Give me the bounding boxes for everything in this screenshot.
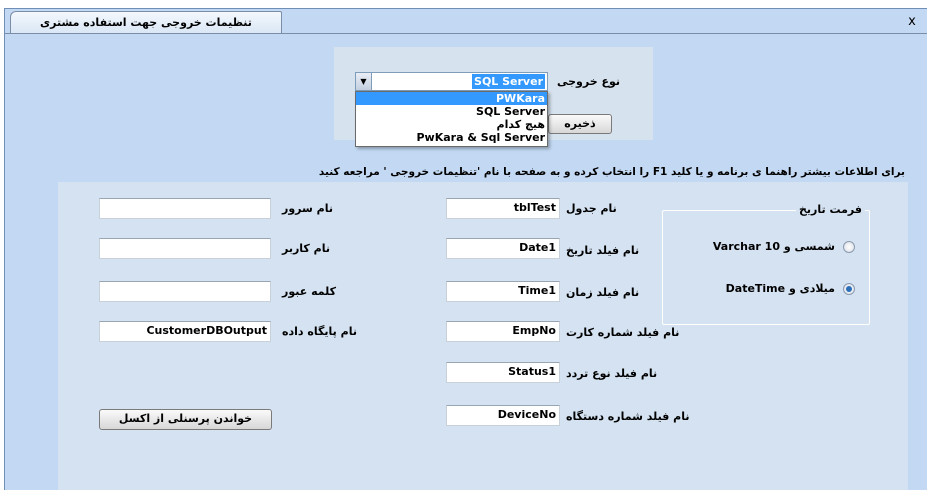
tab-title: تنظیمات خروجی جهت استفاده مشتری [40,16,252,29]
database-name-label: نام پایگاه داده [282,325,357,338]
output-type-dropdown-list [355,91,548,147]
date-format-group [662,210,870,325]
password-input[interactable] [99,281,271,302]
save-button[interactable]: ذخیره [548,114,612,134]
time-field-input[interactable]: Time1 [446,281,560,302]
radio-shamsi-varchar[interactable] [843,241,855,253]
output-type-label: نوع خروجی [557,75,621,88]
radio-miladi-datetime[interactable] [843,283,855,295]
date-field-input[interactable]: Date1 [446,238,560,259]
dropdown-option[interactable]: SQL Server [476,105,545,118]
date-field-label: نام فیلد تاریخ [566,244,640,257]
database-name-input[interactable]: CustomerDBOutput [99,321,271,342]
help-text: برای اطلاعات بیشتر راهنما ی برنامه و یا کلید F1 را انتخاب کرده و به صفحه با نام 'تنظیمات خروجی ' مراجعه کنید [318,166,905,178]
radio-shamsi-varchar-label[interactable]: شمسی و Varchar 10 [712,240,835,253]
dropdown-option[interactable]: PwKara & Sql Server [416,131,545,144]
close-button[interactable]: x [908,14,916,29]
time-field-label: نام فیلد زمان [566,286,640,299]
chevron-down-icon[interactable]: ▼ [356,73,372,90]
status-field-label: نام فیلد نوع تردد [566,367,658,380]
read-personnel-from-excel-button[interactable]: خواندن پرسنلی از اکسل [99,409,272,430]
output-type-value: SQL Server [474,75,543,88]
card-number-field-input[interactable]: EmpNo [446,321,560,342]
table-name-label: نام جدول [566,202,617,215]
dropdown-option[interactable]: هیچ کدام [496,118,545,131]
dropdown-option[interactable]: PWKara [356,92,547,105]
tab-output-settings[interactable] [10,11,282,34]
password-label: کلمه عبور [282,285,336,298]
card-number-field-label: نام فیلد شماره کارت [566,326,680,339]
status-field-input[interactable]: Status1 [446,362,560,383]
output-type-select[interactable] [355,72,548,91]
radio-miladi-datetime-label[interactable]: میلادی و DateTime [725,282,835,295]
device-number-field-label: نام فیلد شماره دستگاه [566,410,690,423]
server-name-input[interactable] [99,198,271,219]
server-name-label: نام سرور [282,202,333,215]
username-input[interactable] [99,238,271,259]
device-number-field-input[interactable]: DeviceNo [446,405,560,426]
table-name-input[interactable]: tblTest [446,198,560,219]
date-format-title: فرمت تاریخ [796,203,865,216]
tab-body-border [4,33,927,34]
username-label: نام کاربر [282,242,330,255]
